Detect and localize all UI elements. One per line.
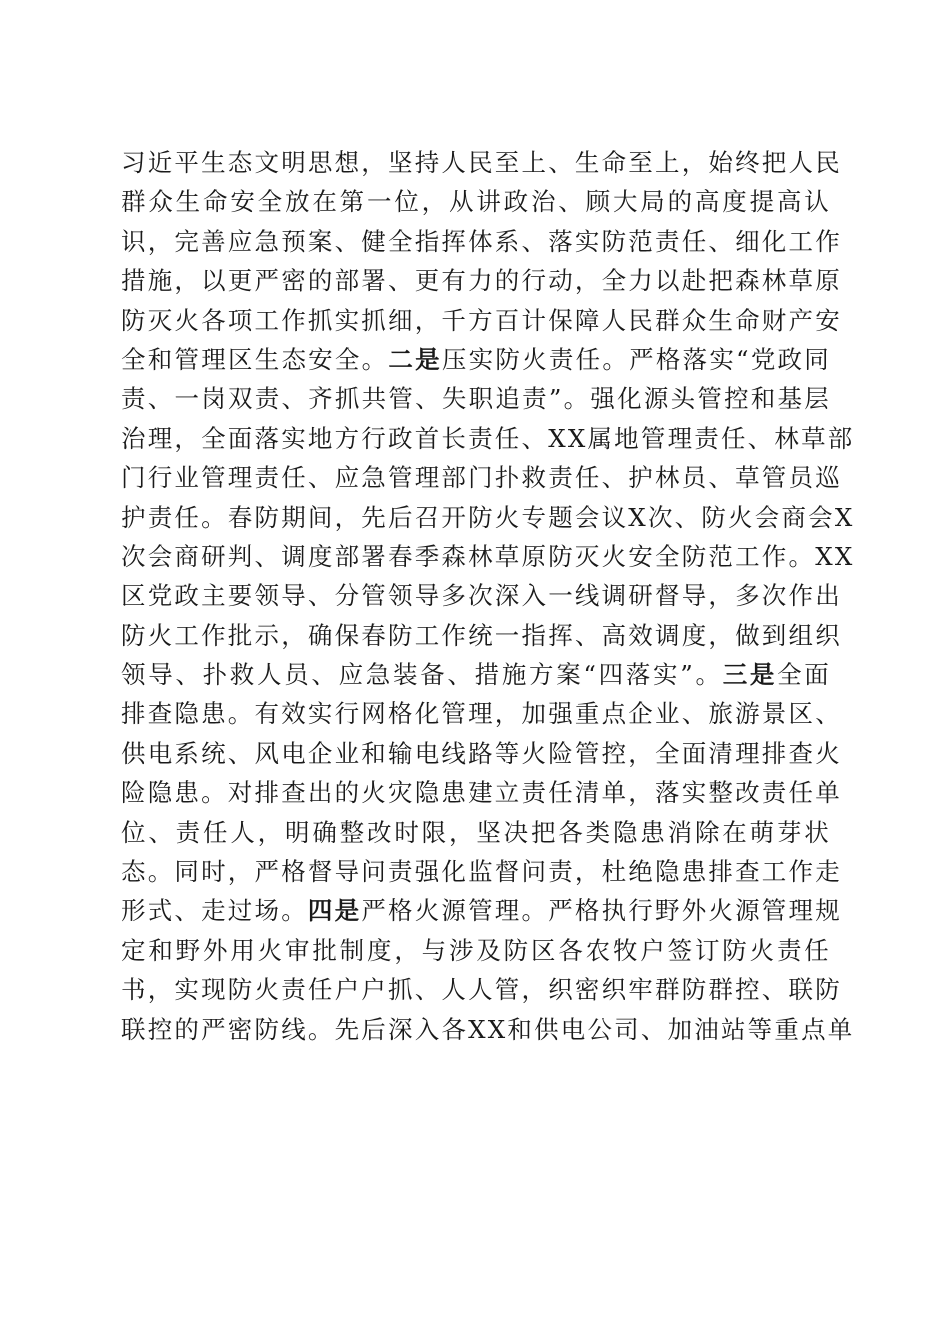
bold-lead-phrase: 四是 [307,896,362,926]
text-line [121,852,842,891]
text-segment: 区党政主要领导、分管领导多次深入一线调研督导，多次作出 [121,581,842,611]
text-line [121,143,842,182]
text-segment: 责、一岗双责、齐抓共管、失职追责”。强化源头管控和基层 [121,384,831,414]
text-line [121,498,855,537]
text-line [121,537,855,576]
text-segment: 措施，以更严密的部署、更有力的行动，全力以赴把森林草原 [121,266,842,296]
text-segment: 治理，全面落实地方行政首长责任、XX属地管理责任、林草部 [121,423,855,453]
body-paragraph [121,143,855,1049]
text-line [121,222,842,261]
text-segment: 压实防火责任。严格落实“党政同 [441,344,832,374]
text-line [121,301,842,340]
text-line [121,931,831,970]
text-line [121,182,831,221]
text-segment: 形式、走过场。 [121,896,308,926]
text-line [121,576,842,615]
bold-lead-phrase: 二是 [388,344,442,374]
text-line [121,813,831,852]
text-segment: 习近平生态文明思想，坚持人民至上、生命至上，始终把人民 [121,148,842,177]
text-segment: 全和管理区生态安全。 [121,344,389,374]
text-segment: 排查隐患。有效实行网格化管理，加强重点企业、旅游景区、 [121,699,842,729]
text-segment: 险隐患。对排查出的火灾隐患建立责任清单，落实整改责任单 [121,778,842,808]
text-segment: 防灭火各项工作抓实抓细，千方百计保障人民群众生命财产安 [121,305,842,335]
text-line [121,891,842,930]
text-segment: 位、责任人，明确整改时限，坚决把各类隐患消除在萌芽状 [121,817,831,847]
text-segment: 全面 [777,660,831,690]
text-line [121,458,842,497]
text-line [121,773,842,812]
text-segment: 联控的严密防线。先后深入各XX和供电公司、加油站等重点单 [121,1014,855,1044]
text-segment: 供电系统、风电企业和输电线路等火险管控，全面清理排查火 [121,738,842,768]
text-segment: 定和野外用火审批制度，与涉及防区各农牧户签订防火责任 [121,935,831,965]
text-line [121,419,855,458]
text-segment: 严格火源管理。严格执行野外火源管理规 [361,896,842,926]
text-segment: 态。同时，严格督导问责强化监督问责，杜绝隐患排查工作走 [121,857,842,887]
text-segment: 护责任。春防期间，先后召开防火专题会议X次、防火会商会X [121,502,855,532]
text-segment: 次会商研判、调度部署春季森林草原防灭火安全防范工作。XX [121,541,855,571]
text-segment: 防火工作批示，确保春防工作统一指挥、高效调度，做到组织 [121,620,842,650]
text-line [121,655,831,694]
bold-lead-phrase: 三是 [722,660,778,690]
text-segment: 书，实现防火责任户户抓、人人管，织密织牢群防群控、联防 [121,975,842,1005]
text-segment: 门行业管理责任、应急管理部门扑救责任、护林员、草管员巡 [121,463,842,493]
text-line [121,694,842,733]
text-line [121,734,842,773]
text-segment: 领导、扑救人员、应急装备、措施方案“四落实”。 [121,660,723,690]
text-segment: 识，完善应急预案、健全指挥体系、落实防范责任、细化工作 [121,226,842,256]
text-line [121,379,831,418]
text-line [121,261,842,300]
text-line [121,340,831,379]
text-line [121,616,842,655]
text-line [121,970,842,1009]
text-line [121,1010,855,1049]
text-segment: 群众生命安全放在第一位，从讲政治、顾大局的高度提高认 [121,187,831,217]
